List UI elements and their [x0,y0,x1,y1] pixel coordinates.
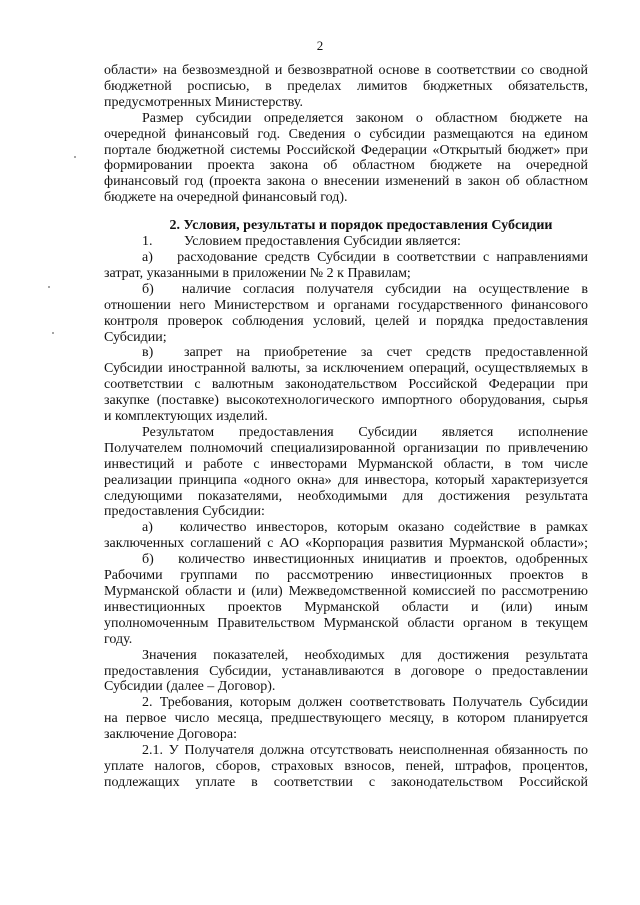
section-heading [104,218,588,234]
line-text: соответствии с валютным законодательством Российской Федерации при [104,377,588,393]
line-text: реализации принципа «одного окна» для инвестора, который характеризуется [104,472,588,488]
line-text: области» на безвозмездной и безвозвратной основе в соответствии со сводной [104,63,588,78]
text-line [104,234,588,250]
text-line [104,79,588,95]
line-text: предусмотренных Министерству. [104,94,303,110]
line-text: 2. Требования, которым должен соответствовать Получатель Субсидии [142,695,588,711]
line-text: наличие согласия получателя субсидии на осуществление в [181,281,588,297]
line-text: предоставления Субсидии: [104,504,265,520]
text-line [104,345,588,361]
line-text: Значения показателей, необходимых для достижения результата [142,647,588,663]
line-text: закупке (поставке) высокотехнологического импортного оборудования, сырья [104,393,588,409]
line-text: отношении него Министерством и органами государственного финансового [104,297,588,313]
text-line [104,473,588,489]
list-label: б) [142,552,154,568]
line-text: Рабочими группами по рассмотрению инвестиционных проектов в [104,568,588,584]
text-line [104,190,588,206]
text-line [104,314,588,330]
text-line [104,759,588,775]
line-text: предоставления Субсидии, устанавливаются в договоре о предоставлении [104,663,588,679]
text-line [104,250,588,266]
text-line [104,266,588,282]
text-line [104,127,588,143]
line-text: 2.1. У Получателя должна отсутствовать неисполненная обязанность по [142,743,588,759]
text-line [104,425,588,441]
text-line [104,727,588,743]
line-text: портале бюджетной системы Российской Федерации «Открытый бюджет» при [104,142,588,158]
text-line [104,711,588,727]
text-line [104,393,588,409]
line-text: инвестиционных проектов Мурманской области и (или) иным [104,599,588,615]
text-line [104,95,588,111]
text-line [104,489,588,505]
text-line [104,377,588,393]
line-text: затрат, указанными в приложении № 2 к Правилам; [104,265,411,281]
line-text: году. [104,631,133,647]
scan-speck [52,332,54,334]
line-text: контроля проверок соблюдения условий, целей и порядка предоставления [104,313,588,329]
text-line [104,520,588,536]
line-text: расходование средств Субсидии в соответствии с направлениями [177,249,588,265]
list-label: а) [142,520,153,536]
text-line [104,584,588,600]
line-text: Условием предоставления Субсидии является: [184,234,461,250]
text-line [104,143,588,159]
text-line [104,775,588,791]
paragraph-gap [104,206,588,218]
text-line [104,409,588,425]
text-line [104,679,588,695]
line-text: запрет на приобретение за счет средств предоставленной [183,345,588,361]
text-line [104,441,588,457]
line-text: 2. Условия, результаты и порядок предоставления Субсидии [169,218,553,234]
text-line [104,504,588,520]
text-line [104,600,588,616]
text-line [104,568,588,584]
text-line [104,298,588,314]
text-line [104,743,588,759]
line-text: подлежащих уплате в соответствии с законодательством Российской [104,774,588,790]
text-line [104,361,588,377]
line-text: бюджетной росписью, в пределах лимитов бюджетных обязательств, [104,78,588,94]
page-number: 2 [316,38,324,53]
line-text: количество инвесторов, которым оказано содействие в рамках [179,520,588,536]
text-line [104,536,588,552]
line-text: Мурманской области и (или) Межведомственной комиссией по рассмотрению [104,584,588,599]
line-text: Субсидии (далее – Договор). [104,679,276,695]
line-text: Размер субсидии определяется законом о областном бюджете на [142,110,588,126]
text-line [104,111,588,127]
text-line [104,552,588,568]
scan-speck [74,156,76,158]
line-text: формировании проекта закона об областном бюджете на очередной [104,158,588,174]
line-text: инвестиций и работе с инвесторами Мурманской области, в том числе [104,456,588,472]
line-text: и комплектующих изделий. [104,409,268,425]
list-label: в) [142,345,154,361]
line-text: заключение Договора: [104,727,237,743]
text-line [104,616,588,632]
text-line [104,648,588,664]
line-text: на первое число месяца, предшествующего месяцу, в котором планируется [104,711,588,727]
line-text: следующими показателями, необходимыми для достижения результата [104,488,588,504]
line-text: количество инвестиционных инициатив и проектов, одобренных [178,552,589,568]
text-line [104,457,588,473]
line-text: Субсидии иностранной валюты, за исключением операций, осуществляемых в [104,361,588,377]
line-text: финансовый год (проекта закона о внесении изменений в закон об областном [104,174,588,190]
text-line [104,63,588,79]
document-body [104,63,588,791]
line-text: уплате налогов, сборов, страховых взносов, пеней, штрафов, процентов, [104,758,588,774]
line-text: Результатом предоставления Субсидии является исполнение [142,424,588,440]
list-label: а) [142,249,153,265]
text-line [104,664,588,680]
line-text: очередной финансовый год. Сведения о субсидии размещаются на едином [104,126,588,142]
line-text: бюджете на очередной финансовый год). [104,190,348,206]
scan-speck [48,286,50,288]
line-text: заключенных соглашений с АО «Корпорация развития Мурманской области»; [104,536,588,552]
text-line [104,282,588,298]
line-text: Субсидии; [104,329,167,345]
line-text: уполномоченным Правительством Мурманской области органом в текущем [104,615,588,631]
text-line [104,695,588,711]
text-line [104,330,588,346]
text-line [104,158,588,174]
item-number: 1. [142,234,153,250]
line-text: Получателем полномочий специализированной организации по привлечению [104,440,588,456]
text-line [104,632,588,648]
text-line [104,174,588,190]
list-label: б) [142,281,154,297]
